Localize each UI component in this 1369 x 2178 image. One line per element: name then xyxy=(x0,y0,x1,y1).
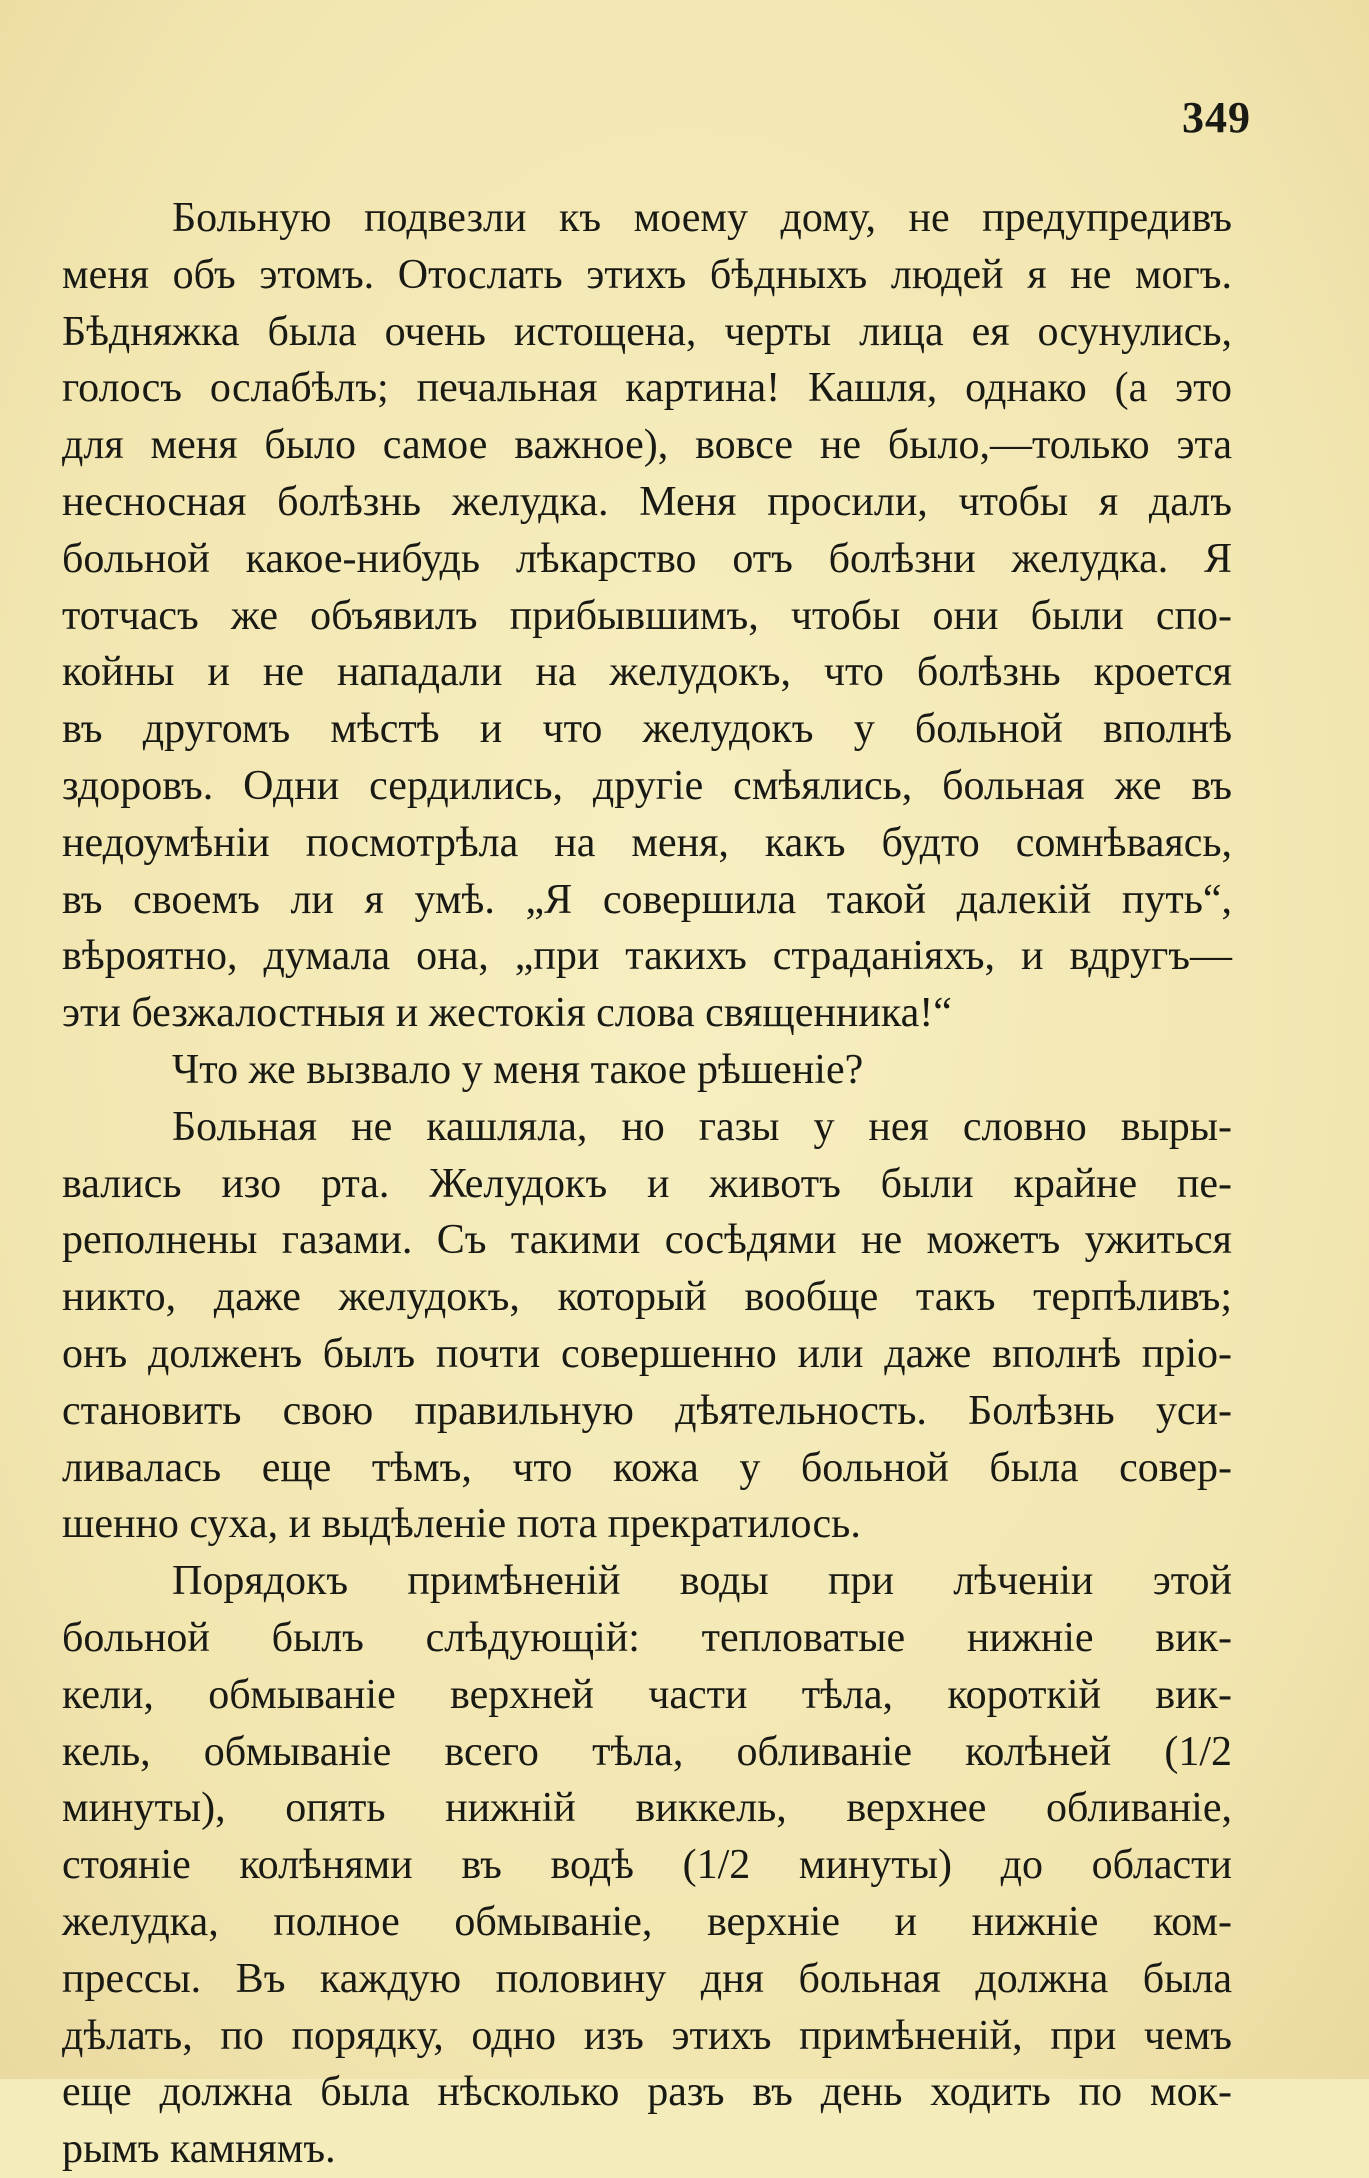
text-line: никто, даже желудокъ, который вообще такъ терпѣливъ; xyxy=(62,1274,1232,1321)
text-line: вѣроятно, думала она, „при такихъ страданіяхъ, и вдругъ— xyxy=(62,933,1232,980)
text-line: тотчасъ же объявилъ прибывшимъ, чтобы они были спо- xyxy=(62,592,1232,639)
text-line: еще должна была нѣсколько разъ въ день ходить по мок- xyxy=(62,2069,1232,2116)
text-line: больной какое-нибудь лѣкарство отъ болѣзни желудка. Я xyxy=(62,535,1232,582)
paragraph-3 xyxy=(62,1099,1232,1553)
text-line: въ своемъ ли я умѣ. „Я совершила такой далекій путь“, xyxy=(62,876,1232,923)
text-line: Порядокъ примѣненій воды при лѣченіи этой xyxy=(172,1558,1232,1605)
text-line: больной былъ слѣдующій: тепловатые нижніе вик- xyxy=(62,1614,1232,1661)
text-line: Что же вызвало у меня такое рѣшеніе? xyxy=(172,1046,864,1093)
text-line: Бѣдняжка была очень истощена, черты лица ея осунулись, xyxy=(62,308,1232,355)
text-line: ливалась еще тѣмъ, что кожа у больной была совер- xyxy=(62,1444,1232,1491)
text-line: здоровъ. Одни сердились, другіе смѣялись, больная же въ xyxy=(62,762,1232,809)
text-line: кели, обмываніе верхней части тѣла, короткій вик- xyxy=(62,1671,1232,1718)
paragraph-1 xyxy=(62,190,1232,1042)
text-line: прессы. Въ каждую половину дня больная должна была xyxy=(62,1955,1232,2002)
text-line: желудка, полное обмываніе, верхніе и нижніе ком- xyxy=(62,1898,1232,1945)
text-line: шенно суха, и выдѣленіе пота прекратилось. xyxy=(62,1501,861,1548)
text-line: эти безжалостныя и жестокія слова священника!“ xyxy=(62,990,952,1037)
text-line: Больную подвезли къ моему дому, не предупредивъ xyxy=(172,195,1232,241)
text-line: кель, обмываніе всего тѣла, обливаніе колѣней (1/2 xyxy=(62,1728,1232,1775)
text-line: стояніе колѣнями въ водѣ (1/2 минуты) до области xyxy=(62,1842,1232,1889)
paragraph-4 xyxy=(62,1553,1232,2178)
text-line: голосъ ослабѣлъ; печальная картина! Кашля, однако (а это xyxy=(62,365,1232,412)
text-line: несносная болѣзнь желудка. Меня просили, чтобы я далъ xyxy=(62,478,1232,525)
text-line: становить свою правильную дѣятельность. Болѣзнь уси- xyxy=(62,1387,1232,1434)
page-number: 349 xyxy=(1182,93,1251,142)
text-line: койны и не нападали на желудокъ, что болѣзнь кроется xyxy=(62,649,1232,696)
text-line: дѣлать, по порядку, одно изъ этихъ примѣненій, при чемъ xyxy=(62,2012,1232,2059)
body-text xyxy=(62,190,1232,2178)
text-line: недоумѣніи посмотрѣла на меня, какъ будто сомнѣваясь, xyxy=(62,819,1232,866)
paragraph-2 xyxy=(62,1042,1232,1099)
text-line: вались изо рта. Желудокъ и животъ были крайне пе- xyxy=(62,1160,1232,1207)
text-line: минуты), опять нижній виккель, верхнее обливаніе, xyxy=(62,1785,1232,1832)
text-line: меня объ этомъ. Отослать этихъ бѣдныхъ людей я не могъ. xyxy=(62,251,1232,298)
text-line: рымъ камнямъ. xyxy=(62,2126,336,2173)
text-line: для меня было самое важное), вовсе не было,—только эта xyxy=(62,422,1232,469)
text-line: онъ долженъ былъ почти совершенно или даже вполнѣ пріо- xyxy=(62,1330,1232,1377)
text-line: реполнены газами. Съ такими сосѣдями не можетъ ужиться xyxy=(62,1217,1232,1264)
text-line: Больная не кашляла, но газы у нея словно выры- xyxy=(172,1103,1232,1150)
text-line: въ другомъ мѣстѣ и что желудокъ у больной вполнѣ xyxy=(62,706,1232,753)
